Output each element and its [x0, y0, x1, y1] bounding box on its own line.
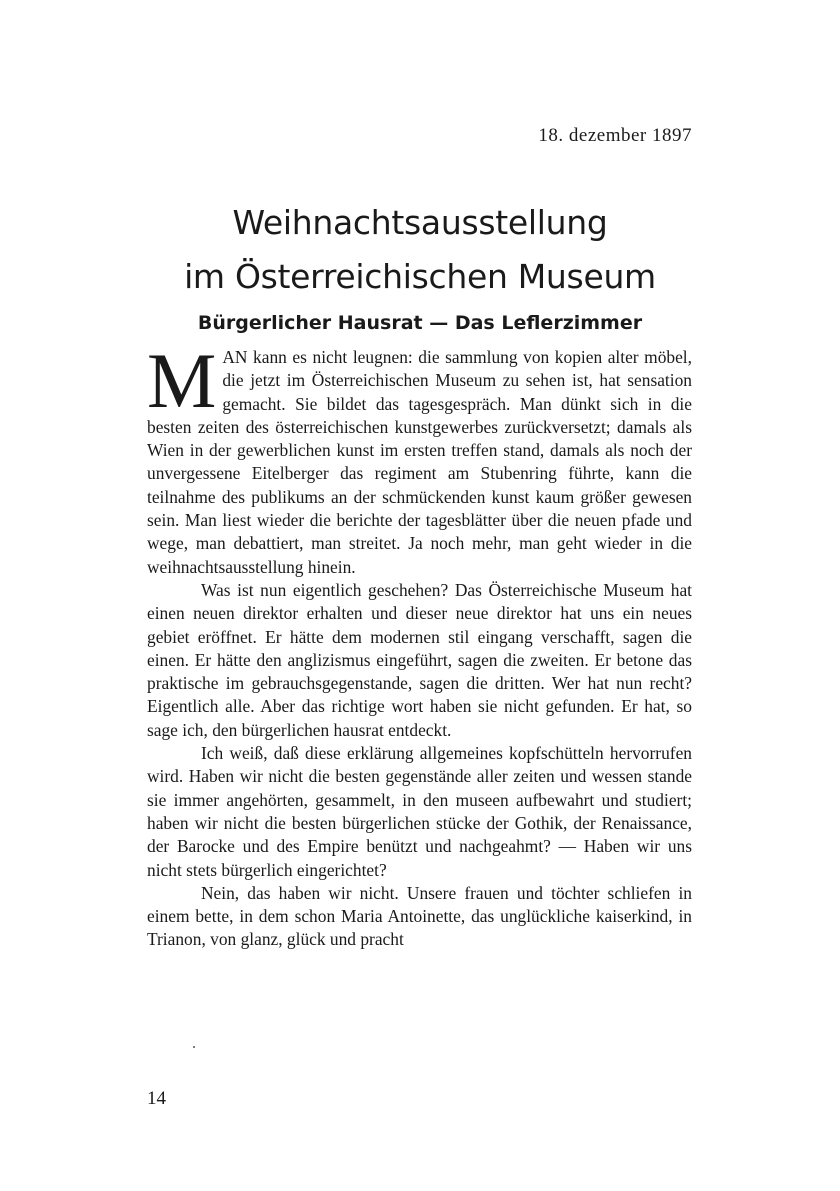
paragraph-3: Ich weiß, daß diese erklärung allgemeines kopfschütteln hervorrufen wird. Haben wir nicht die besten gegenstände aller zeiten und wessen stande sie immer angehörten, gesammelt, in den museen aufbewahrt und studiert; haben wir nicht die besten bürgerlichen stücke der Gothik, der Renaissance, der Barocke und des Empire benützt und nachgeahmt? — Haben wir uns nicht stets bürgerlich eingerichtet?	[147, 743, 692, 880]
first-word-small-caps: AN	[222, 347, 248, 367]
article-body	[147, 337, 692, 952]
title-line-2: im Österreichischen Museum	[184, 257, 656, 296]
paragraph-2: Was ist nun eigentlich geschehen? Das Österreichische Museum hat einen neuen direktor erhalten und dieser neue direktor hat uns ein neues gebiet eröffnet. Er hätte dem modernen stil eingang verschafft, sagen die einen. Er hätte den anglizismus eingeführt, sagen die zweiten. Er betone das praktische im gebrauchsgegenstande, sagen die dritten. Wer hat nun recht? Eigentlich alle. Aber das richtige wort haben sie nicht gefunden. Er hat, so sage ich, den bürgerlichen hausrat entdeckt.	[147, 579, 692, 740]
paragraph-4: Nein, das haben wir nicht. Unsere frauen und töchter schliefen in einem bette, in dem schon Maria Antoinette, das unglückliche kaiserkind, in Trianon, von glanz, glück und pracht	[147, 882, 692, 950]
article-title	[0, 196, 840, 304]
title-line-1: Weihnachtsausstellung	[232, 203, 608, 242]
article-date: 18. dezember 1897	[538, 125, 692, 146]
page-number: 14	[147, 1088, 166, 1109]
paragraph-1-text: kann es nicht leugnen: die sammlung von kopien alter möbel, die jetzt im Österreichischen Museum zu sehen ist, hat sensation gemacht. Sie bildet das tagesgespräch. Man dünkt sich in die besten zeiten des österreichischen kunstgewerbes zurückversetzt; damals als Wien in der gewerblichen kunst im ersten treffen stand, damals als noch der unvergessene Eitelberger das regiment am Stubenring führte, kann die teilnahme des publikums an der schmückenden kunst kaum größer gewesen sein. Man liest wieder die berichte der tagesblätter über die neuen pfade und wege, man debattiert, man streitet. Ja noch mehr, man geht wieder in die weihnachtsausstellung hinein.	[147, 347, 692, 577]
scan-speck	[193, 1046, 195, 1048]
paragraph-1	[147, 337, 692, 579]
article-subtitle: Bürgerlicher Hausrat — Das Leflerzimmer	[197, 312, 643, 334]
drop-cap: M	[147, 337, 217, 424]
